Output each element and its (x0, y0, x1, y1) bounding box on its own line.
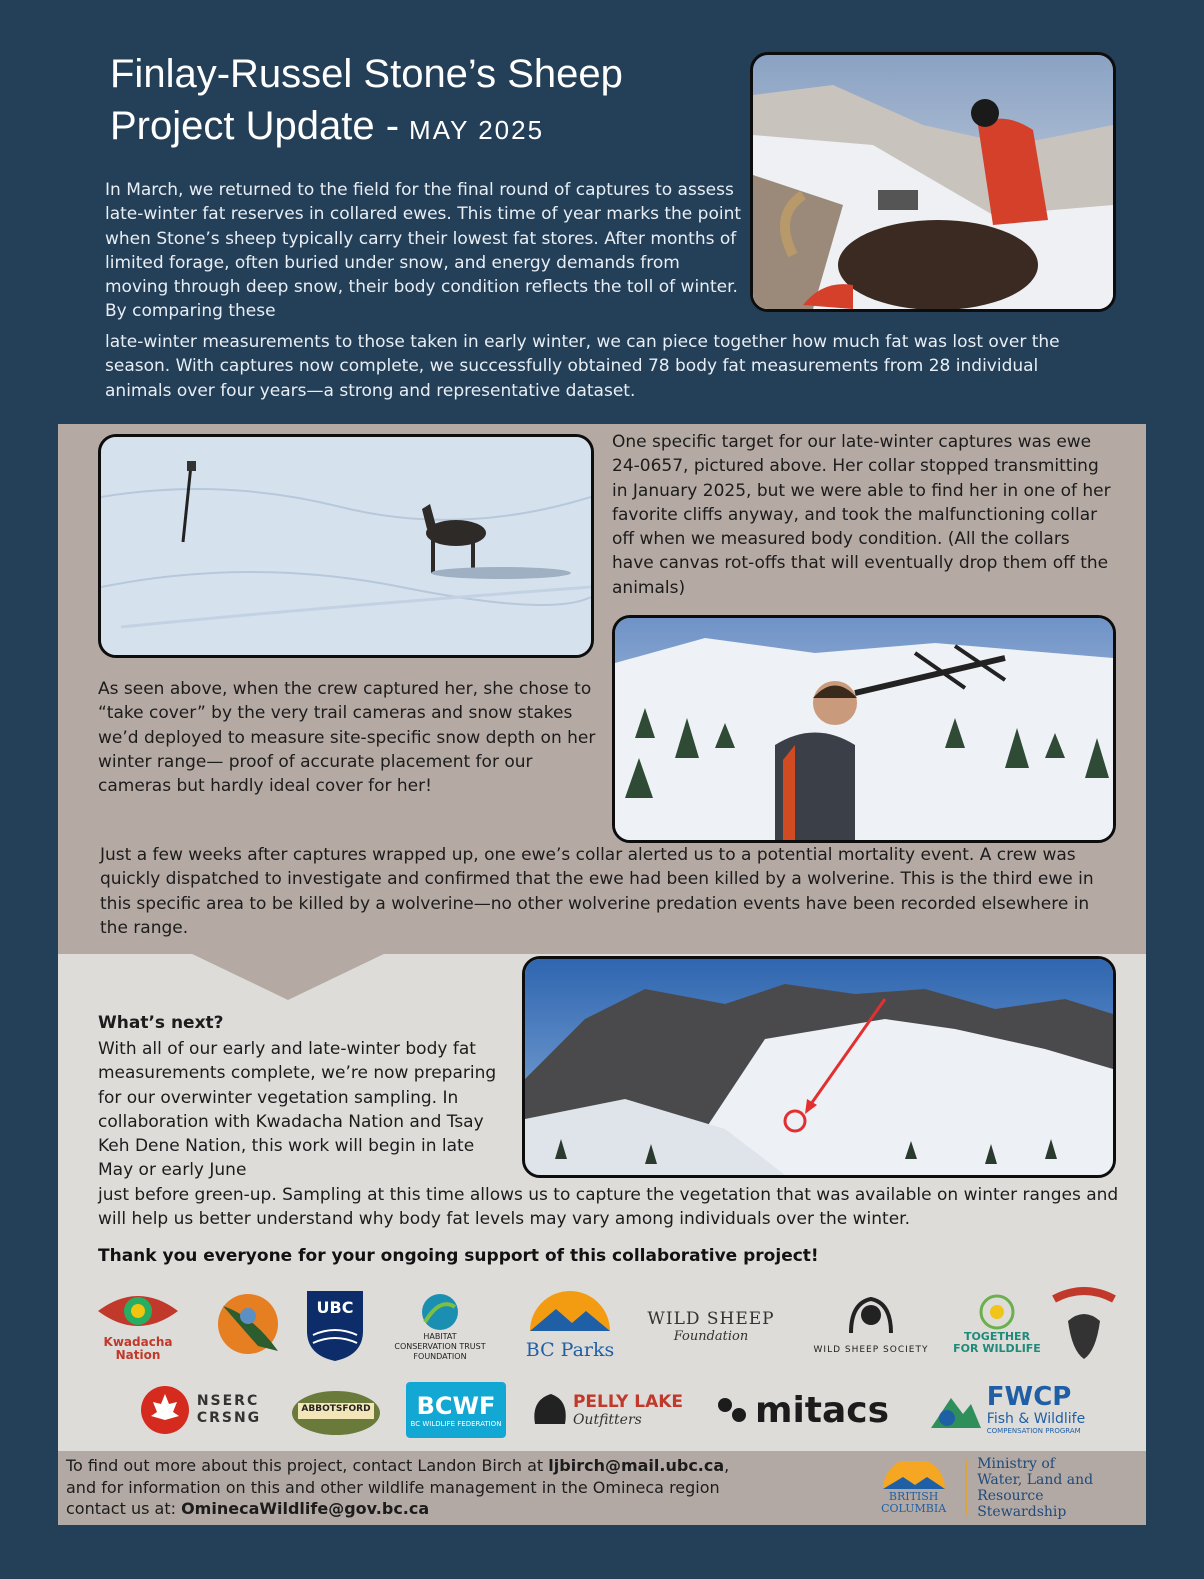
take-cover-paragraph: As seen above, when the crew captured her, she chose to “take cover” by the very trail cameras and snow stakes we’d deployed to measure site-specific snow depth on her winter range— proof of accurate placement for our cameras but hardly ideal cover for her! (98, 679, 596, 797)
fwcp-logo: FWCP Fish & Wildlife COMPENSATION PROGRAM (920, 1380, 1092, 1438)
photo-ewe-in-snow (98, 434, 594, 658)
title-line-1: Finlay-Russel Stone’s Sheep (110, 52, 623, 96)
kwadacha-nation-logo: Kwadacha Nation (88, 1284, 188, 1364)
wild-sheep-foundation-logo: WILD SHEEP Foundation (647, 1308, 775, 1344)
abbotsford-fish-game-club-logo: ABBOTSFORD (286, 1380, 386, 1438)
mortality-paragraph: Just a few weeks after captures wrapped up, one ewe’s collar alerted us to a potential mortality event. A crew was quickly dispatched to investigate and confirmed that the ewe had been killed by a wolverine. This is the third ewe in this specific area to be killed by a wolverine—no other wolverine predation events have been recorded elsewhere in the range. (100, 845, 1094, 938)
intro-paragraph-part-1: In March, we returned to the field for the final round of captures to assess late-winter fat reserves in collared ewes. This time of year marks the point when Stone’s sheep typically carry their lowest fat stores. After months of limited forage, often buried under snow, and energy demands from moving through deep snow, their body condition reflects the toll of winter. By comparing these (105, 180, 742, 322)
wild-sheep-society-logo: WILD SHEEP SOCIETY (802, 1286, 940, 1362)
whats-next-paragraph-2: just before green-up. Sampling at this time allows us to capture the vegetation that was available on winter ranges and will help us better understand why body fat levels may vary among individuals over the winter. (98, 1185, 1119, 1230)
together-for-wildlife-logo: TOGETHER FOR WILDLIFE (950, 1286, 1044, 1362)
whats-next-paragraph-1: With all of our early and late-winter body fat measurements complete, we’re now preparing for our overwinter vegetation sampling. In collaboration with Kwadacha Nation and Tsay Keh Dene Nation, this work will begin in late May or early June (98, 1039, 497, 1181)
bcwf-logo: BCWF BC WILDLIFE FEDERATION (406, 1382, 506, 1438)
issue-date: MAY 2025 (409, 115, 545, 145)
bc-ministry-logo: BRITISH COLUMBIA Ministry of Water, Land and Resource Stewardship (881, 1456, 1094, 1520)
hctf-logo: HABITAT CONSERVATION TRUST FOUNDATION (384, 1288, 496, 1366)
pelly-lake-outfitters-logo: PELLY LAKE Outfitters (524, 1384, 688, 1436)
page-title (110, 48, 750, 156)
nserc-logo: NSERC CRSNG (132, 1384, 268, 1436)
thank-you-line: Thank you everyone for your ongoing support of this collaborative project! (98, 1246, 819, 1266)
tsay-keh-dene-logo (206, 1284, 290, 1364)
photo-capture-crew (750, 52, 1116, 312)
photo-mortality-site (522, 956, 1116, 1178)
ewe-paragraph: One specific target for our late-winter captures was ewe 24-0657, pictured above. Her collar stopped transmitting in January 2025, but we were able to find her in one of her favorite cliffs anyway, and took the malfunctioning collar off when we measured body condition. (All the collars have canvas rot-offs that will eventually drop them off the animals) (612, 432, 1111, 598)
photo-telemetry-researcher (612, 615, 1116, 843)
mitacs-logo: mitacs (704, 1386, 900, 1434)
intro-paragraph-part-2: late-winter measurements to those taken in early winter, we can piece together how much fat was lost over the season. With captures now complete, we successfully obtained 78 body fat measurements from 28 individual animals over four years—a strong and representative dataset. (105, 332, 1060, 401)
title-line-2: Project Update - (110, 104, 400, 148)
section-pointer (188, 952, 388, 1000)
ubc-logo: UBC (300, 1286, 370, 1364)
whats-next-heading: What’s next? (98, 1013, 224, 1033)
outfitter-crest-logo (1046, 1280, 1122, 1366)
bc-parks-logo: BC Parks (522, 1286, 618, 1366)
omineca-email-link[interactable]: OminecaWildlife@gov.bc.ca (181, 1499, 430, 1518)
contact-email-link[interactable]: ljbirch@mail.ubc.ca (548, 1456, 725, 1475)
footer-contact: To find out more about this project, contact Landon Birch at ljbirch@mail.ubc.ca, and for information on this and other wildlife management in the Omineca region contact us at: OminecaWildlife@gov.bc.ca (66, 1456, 730, 1518)
